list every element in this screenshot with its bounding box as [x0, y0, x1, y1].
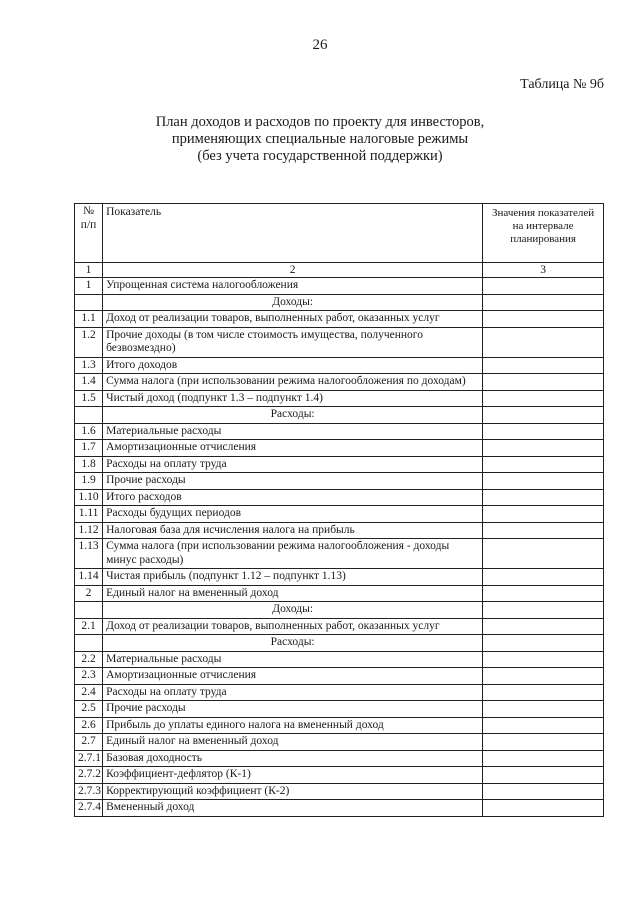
- table-row: [75, 423, 604, 440]
- document-title: [0, 114, 640, 165]
- table-row: [75, 539, 604, 569]
- row-number: 1.13: [75, 539, 103, 569]
- column-number: 1: [75, 263, 103, 278]
- table-row: [75, 489, 604, 506]
- row-number: 2.7.1: [75, 750, 103, 767]
- table-label: Таблица № 9б: [520, 77, 604, 92]
- value-cell: [483, 357, 604, 374]
- title-line: (без учета государственной поддержки): [197, 148, 443, 164]
- value-cell: [483, 717, 604, 734]
- indicator-cell: Прочие расходы: [103, 701, 483, 718]
- indicator-cell: Расходы будущих периодов: [103, 506, 483, 523]
- indicator-cell: Материальные расходы: [103, 423, 483, 440]
- row-number: 2.2: [75, 651, 103, 668]
- value-cell: [483, 585, 604, 602]
- value-cell: [483, 618, 604, 635]
- value-cell: [483, 684, 604, 701]
- row-number: 1.14: [75, 569, 103, 586]
- table-row: [75, 569, 604, 586]
- row-number: 2.3: [75, 668, 103, 685]
- value-cell: [483, 278, 604, 295]
- table-row: [75, 684, 604, 701]
- value-cell: [483, 539, 604, 569]
- row-number: 2.7.3: [75, 783, 103, 800]
- section-row: [75, 407, 604, 424]
- row-number: 1.10: [75, 489, 103, 506]
- indicator-cell: Прочие доходы (в том числе стоимость имущества, полученного безвозмездно): [103, 327, 483, 357]
- value-cell: [483, 569, 604, 586]
- table-row: [75, 374, 604, 391]
- value-cell: [483, 506, 604, 523]
- section-label: Расходы:: [103, 635, 483, 652]
- page-number: 26: [312, 37, 328, 53]
- value-cell: [483, 489, 604, 506]
- row-number: 2.7: [75, 734, 103, 751]
- table-row: [75, 522, 604, 539]
- value-cell: [483, 327, 604, 357]
- indicator-cell: Итого расходов: [103, 489, 483, 506]
- indicator-cell: Прибыль до уплаты единого налога на вмененный доход: [103, 717, 483, 734]
- indicator-cell: Сумма налога (при использовании режима налогообложения - доходы минус расходы): [103, 539, 483, 569]
- value-cell: [483, 522, 604, 539]
- indicator-cell: Амортизационные отчисления: [103, 440, 483, 457]
- indicator-cell: Вмененный доход: [103, 800, 483, 817]
- table-row: [75, 618, 604, 635]
- value-cell: [483, 407, 604, 424]
- section-row: [75, 602, 604, 619]
- header-indicator: Показатель: [103, 204, 483, 263]
- indicator-cell: Единый налог на вмененный доход: [103, 734, 483, 751]
- indicator-cell: Материальные расходы: [103, 651, 483, 668]
- value-cell: [483, 651, 604, 668]
- row-number: 2.5: [75, 701, 103, 718]
- table-row: [75, 440, 604, 457]
- indicator-cell: Сумма налога (при использовании режима налогообложения по доходам): [103, 374, 483, 391]
- section-label: Доходы:: [103, 602, 483, 619]
- table-row: [75, 456, 604, 473]
- row-number: 2.1: [75, 618, 103, 635]
- income-expense-table: [74, 203, 604, 817]
- row-number: 1.1: [75, 311, 103, 328]
- table-row: [75, 585, 604, 602]
- indicator-cell: Доход от реализации товаров, выполненных работ, оказанных услуг: [103, 618, 483, 635]
- value-cell: [483, 390, 604, 407]
- table-row: [75, 701, 604, 718]
- indicator-cell: Коэффициент-дефлятор (К-1): [103, 767, 483, 784]
- table-row: [75, 783, 604, 800]
- value-cell: [483, 635, 604, 652]
- indicator-cell: Доход от реализации товаров, выполненных работ, оказанных услуг: [103, 311, 483, 328]
- header-values: Значения показателей на интервале планирования: [483, 204, 604, 263]
- row-number: [75, 407, 103, 424]
- row-number: 1.4: [75, 374, 103, 391]
- indicator-cell: Базовая доходность: [103, 750, 483, 767]
- title-line: применяющих специальные налоговые режимы: [171, 131, 469, 147]
- table-row: [75, 668, 604, 685]
- row-number: 1.6: [75, 423, 103, 440]
- row-number: 1: [75, 278, 103, 295]
- indicator-cell: Корректирующий коэффициент (К-2): [103, 783, 483, 800]
- value-cell: [483, 767, 604, 784]
- row-number: 1.11: [75, 506, 103, 523]
- row-number: 1.9: [75, 473, 103, 490]
- column-numbers-row: [75, 263, 604, 278]
- value-cell: [483, 602, 604, 619]
- table-row: [75, 767, 604, 784]
- table-row: [75, 506, 604, 523]
- indicator-cell: Налоговая база для исчисления налога на прибыль: [103, 522, 483, 539]
- value-cell: [483, 473, 604, 490]
- row-number: 2.6: [75, 717, 103, 734]
- table-row: [75, 734, 604, 751]
- row-number: [75, 294, 103, 311]
- table-header-row: [75, 204, 604, 263]
- row-number: [75, 602, 103, 619]
- value-cell: [483, 423, 604, 440]
- table-row: [75, 800, 604, 817]
- indicator-cell: Прочие расходы: [103, 473, 483, 490]
- value-cell: [483, 440, 604, 457]
- row-number: 2.4: [75, 684, 103, 701]
- table-row: [75, 327, 604, 357]
- row-number: 2.7.2: [75, 767, 103, 784]
- row-number: 2.7.4: [75, 800, 103, 817]
- row-number: [75, 635, 103, 652]
- row-number: 1.5: [75, 390, 103, 407]
- table-row: [75, 717, 604, 734]
- value-cell: [483, 456, 604, 473]
- row-number: 1.12: [75, 522, 103, 539]
- indicator-cell: Чистая прибыль (подпункт 1.12 – подпункт 1.13): [103, 569, 483, 586]
- section-row: [75, 635, 604, 652]
- table-row: [75, 311, 604, 328]
- section-label: Доходы:: [103, 294, 483, 311]
- row-number: 2: [75, 585, 103, 602]
- value-cell: [483, 750, 604, 767]
- title-line: План доходов и расходов по проекту для инвесторов,: [155, 114, 485, 130]
- value-cell: [483, 374, 604, 391]
- indicator-cell: Упрощенная система налогообложения: [103, 278, 483, 295]
- column-number: 3: [483, 263, 604, 278]
- indicator-cell: Итого доходов: [103, 357, 483, 374]
- section-row: [75, 294, 604, 311]
- indicator-cell: Расходы на оплату труда: [103, 684, 483, 701]
- column-number: 2: [103, 263, 483, 278]
- indicator-cell: Чистый доход (подпункт 1.3 – подпункт 1.4): [103, 390, 483, 407]
- header-num: № п/п: [75, 204, 103, 263]
- value-cell: [483, 734, 604, 751]
- table-row: [75, 357, 604, 374]
- row-number: 1.7: [75, 440, 103, 457]
- row-number: 1.2: [75, 327, 103, 357]
- value-cell: [483, 783, 604, 800]
- indicator-cell: Расходы на оплату труда: [103, 456, 483, 473]
- table-row: [75, 651, 604, 668]
- indicator-cell: Единый налог на вмененный доход: [103, 585, 483, 602]
- table-row: [75, 473, 604, 490]
- table-row: [75, 278, 604, 295]
- value-cell: [483, 701, 604, 718]
- row-number: 1.3: [75, 357, 103, 374]
- table-row: [75, 750, 604, 767]
- value-cell: [483, 800, 604, 817]
- indicator-cell: Амортизационные отчисления: [103, 668, 483, 685]
- table-row: [75, 390, 604, 407]
- value-cell: [483, 668, 604, 685]
- section-label: Расходы:: [103, 407, 483, 424]
- value-cell: [483, 311, 604, 328]
- value-cell: [483, 294, 604, 311]
- row-number: 1.8: [75, 456, 103, 473]
